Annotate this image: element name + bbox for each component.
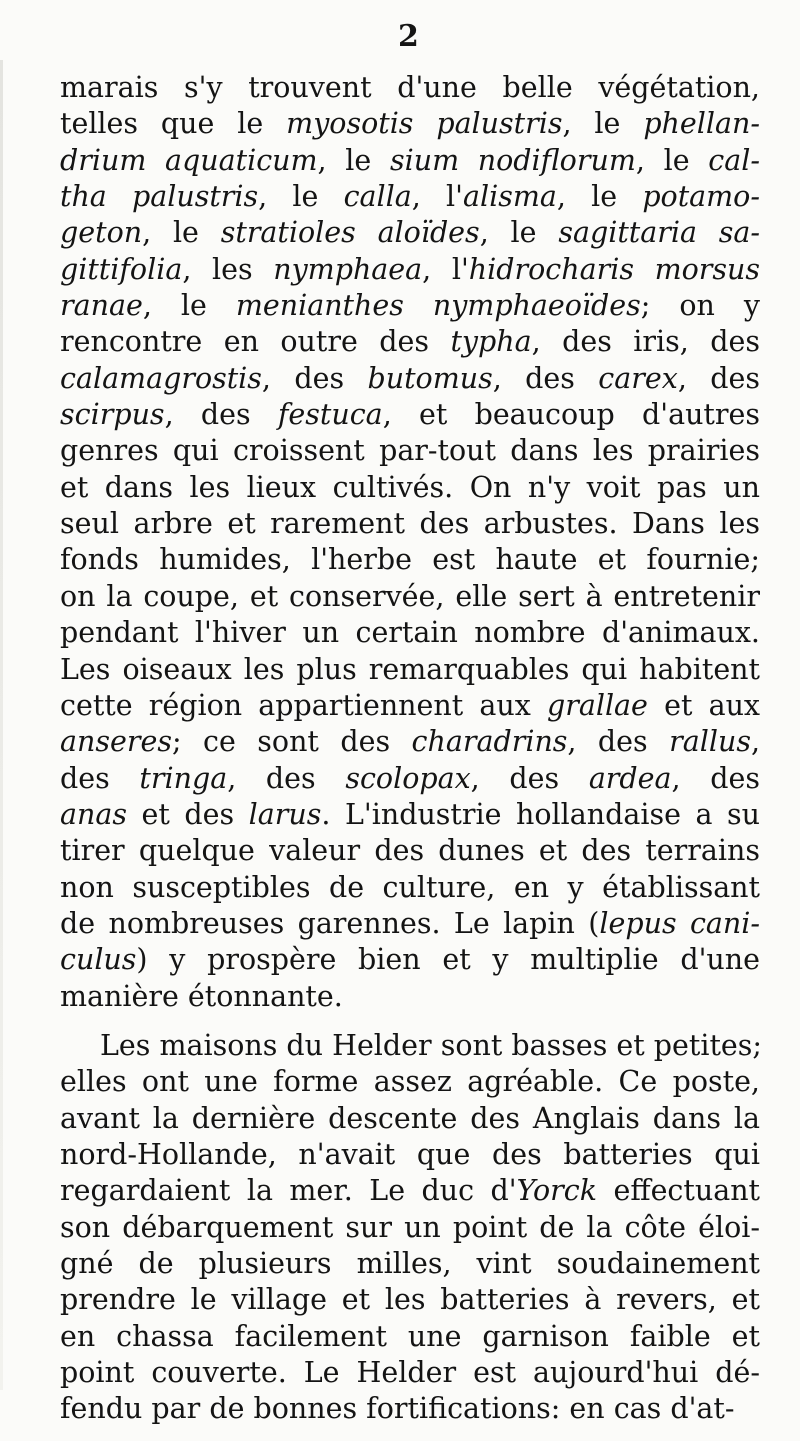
italic-term: Yorck <box>516 1174 597 1208</box>
text-line <box>60 906 760 942</box>
italic-term: alisma <box>463 180 557 214</box>
text-line <box>60 1319 760 1355</box>
italic-term: hidrocharis morsus <box>468 252 760 286</box>
italic-term: typha <box>450 325 532 359</box>
italic-term: stratioles aloïdes <box>220 216 480 250</box>
text-line <box>60 143 760 179</box>
text-run: non susceptibles de culture, en y établissant <box>60 870 760 904</box>
text-line <box>60 724 760 760</box>
text-run: cette région appartiennent aux <box>60 688 547 722</box>
text-line <box>60 542 760 578</box>
text-line <box>60 1137 760 1173</box>
italic-term: myosotis palustris <box>286 107 563 141</box>
italic-term: ardea <box>588 761 672 795</box>
italic-term: sium nodiflorum <box>389 143 636 177</box>
italic-term: nymphaea <box>273 252 423 286</box>
text-line <box>60 1028 763 1064</box>
text-run: tirer quelque valeur des dunes et des terrains <box>60 834 760 868</box>
text-line <box>60 1391 760 1427</box>
text-run: et des <box>126 797 249 831</box>
italic-term: potamo- <box>642 180 760 214</box>
text-line <box>60 579 760 615</box>
italic-term: tringa <box>139 761 228 795</box>
paragraph <box>60 70 760 1015</box>
text-line <box>60 1282 760 1318</box>
text-run: , le <box>258 180 344 214</box>
italic-term: larus <box>248 797 322 831</box>
text-run: , des <box>671 761 760 795</box>
italic-term: sagittaria sa- <box>558 216 760 250</box>
text-run: gné de plusieurs milles, vint soudainement <box>60 1247 760 1280</box>
text-run: et dans les lieux cultivés. On n'y voit pas un <box>60 470 760 504</box>
text-run: , des <box>470 761 589 795</box>
text-line <box>60 361 760 397</box>
text-line <box>60 1355 760 1391</box>
text-line <box>60 288 760 324</box>
body-text <box>60 70 763 1428</box>
text-run: son débarquement sur un point de la côte éloi- <box>60 1210 760 1244</box>
text-run: des <box>60 761 140 795</box>
italic-term: carex <box>598 361 678 395</box>
italic-term: geton <box>60 216 143 250</box>
text-run: genres qui croissent par-tout dans les prairies <box>60 434 760 468</box>
text-run: Les oiseaux les plus remarquables qui habitent <box>60 652 760 686</box>
text-run: manière étonnante. <box>60 979 343 1013</box>
text-run: on la coupe, et conservée, elle sert à entretenir <box>60 579 760 613</box>
text-run: effectuant <box>597 1174 761 1208</box>
italic-term: calamagrostis <box>60 361 262 395</box>
text-line <box>60 470 760 506</box>
text-run: , le <box>635 143 709 177</box>
text-line <box>60 652 760 688</box>
text-run: fendu par de bonnes fortifications: en cas d'at- <box>60 1392 735 1426</box>
italic-term: butomus <box>367 361 493 395</box>
text-line <box>60 797 760 833</box>
text-line <box>60 506 760 542</box>
text-line <box>60 179 760 215</box>
text-run: telles que le <box>60 107 287 141</box>
italic-term: ranae <box>60 289 143 323</box>
italic-term: drium aquaticum <box>60 143 318 177</box>
text-run: ; on y <box>640 289 760 323</box>
text-run: , le <box>479 216 559 250</box>
italic-term: menianthes nymphaeoïdes <box>235 289 641 323</box>
text-run: avant la dernière descente des Anglais dans la <box>60 1101 760 1135</box>
italic-term: culus <box>60 943 137 977</box>
text-line <box>60 1064 760 1100</box>
text-run: , des <box>677 361 761 395</box>
italic-term: anseres <box>60 725 172 759</box>
text-run: point couverte. Le Helder est aujourd'hui dé- <box>60 1356 760 1390</box>
text-run: , le <box>317 143 390 177</box>
text-run: , le <box>142 289 236 323</box>
italic-term: calla <box>343 180 412 214</box>
text-run: fonds humides, l'herbe est haute et fournie; <box>60 543 760 577</box>
text-line <box>60 1210 760 1246</box>
text-run: seul arbre et rarement des arbustes. Dans les <box>60 507 760 541</box>
text-run: Les maisons du Helder sont basses et petites; <box>100 1028 763 1062</box>
text-line <box>60 433 760 469</box>
italic-term: lepus cani- <box>599 906 760 940</box>
text-run: elles ont une forme assez agréable. Ce poste, <box>60 1065 760 1099</box>
text-run: marais s'y trouvent d'une belle végétation, <box>60 71 760 104</box>
text-run: prendre le village et les batteries à revers, et <box>60 1283 760 1317</box>
italic-term: scirpus <box>60 398 165 432</box>
text-line <box>60 688 760 724</box>
italic-term: charadrins <box>411 725 568 759</box>
text-run: en chassa facilement une garnison faible et <box>60 1319 760 1353</box>
text-run: , des <box>164 398 278 432</box>
text-run: , le <box>562 107 644 141</box>
text-line <box>60 70 760 106</box>
text-run: de nombreuses garennes. Le lapin ( <box>60 906 600 940</box>
text-line <box>60 397 760 433</box>
text-run: , des <box>227 761 346 795</box>
text-line <box>60 870 760 906</box>
text-line <box>60 106 760 142</box>
text-run: . L'industrie hollandaise a su <box>321 797 761 831</box>
text-run: rencontre en outre des <box>60 325 451 359</box>
text-run: , des <box>567 725 670 759</box>
text-line <box>60 833 760 869</box>
text-run: , le <box>556 180 643 214</box>
text-run: ) y prospère bien et y multiplie d'une <box>136 943 760 977</box>
text-line <box>60 324 760 360</box>
text-run: , l' <box>411 180 463 214</box>
italic-term: anas <box>60 797 127 831</box>
text-run: ; ce sont des <box>171 725 412 759</box>
italic-term: festuca <box>277 398 383 432</box>
text-run: , <box>750 725 761 759</box>
text-run: pendant l'hiver un certain nombre d'animaux. <box>60 616 760 650</box>
italic-term: tha palustris <box>60 180 259 214</box>
italic-term: phellan- <box>643 107 760 141</box>
page-edge-shadow <box>0 60 3 1390</box>
italic-term: scolopax <box>345 761 471 795</box>
text-line <box>60 942 760 978</box>
text-run: , des <box>492 361 599 395</box>
text-run: regardaient la mer. Le duc d' <box>60 1174 517 1208</box>
text-line <box>60 1101 760 1137</box>
text-line <box>60 615 760 651</box>
text-run: , et beaucoup d'autres <box>382 398 760 432</box>
text-run: , des <box>261 361 368 395</box>
text-line <box>60 1246 760 1282</box>
text-run: nord-Hollande, n'avait que des batteries qui <box>60 1137 760 1171</box>
italic-term: grallae <box>546 688 648 722</box>
italic-term: gittifolia <box>60 252 183 286</box>
text-run: , le <box>142 216 221 250</box>
text-run: , l' <box>422 252 469 286</box>
italic-term: cal- <box>708 143 760 177</box>
text-line <box>60 1173 760 1209</box>
text-line <box>60 761 760 797</box>
text-run: , des iris, des <box>531 325 761 359</box>
text-line <box>60 979 760 1015</box>
italic-term: rallus <box>669 725 751 759</box>
text-line <box>60 215 760 251</box>
page-number: 2 <box>398 19 419 54</box>
text-run: , les <box>182 252 274 286</box>
paragraph-gap <box>60 1015 760 1028</box>
text-line <box>60 252 760 288</box>
paragraph <box>60 1028 763 1428</box>
text-run: et aux <box>647 688 760 722</box>
